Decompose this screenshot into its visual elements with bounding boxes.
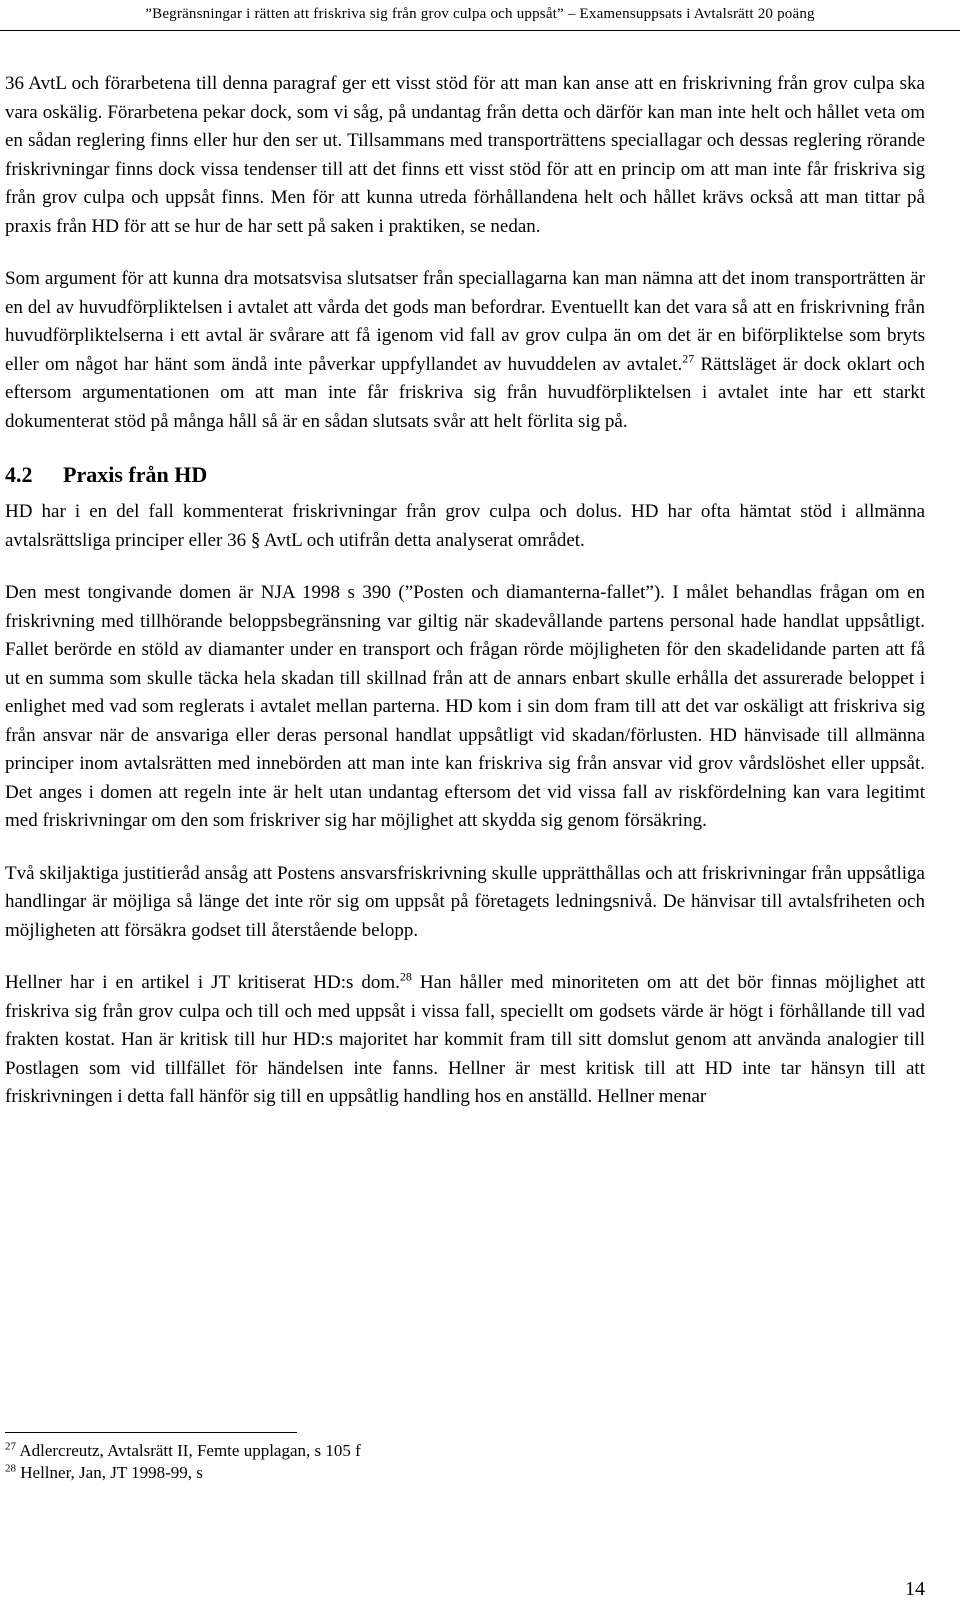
paragraph-6-text-b: Han håller med minoriteten om att det bör finnas möjlighet att friskriva sig från grov culpa och till och med uppsåt i vissa fall, speciellt om godsets värde är högt i förhållande till vad frakten kostat. Han är kritisk till hur HD:s majoritet har kommit fram till sitt domslut genom att använda analogier till Postlagen som vid tillfället för händelsen inte fanns. Hellner är mest kritisk till att HD inte tar hänsyn till att friskrivningen i detta fall hänför sig till en uppsåtlig handling hos en anställd. Hellner menar — [5, 972, 925, 1107]
footnote-text: Adlercreutz, Avtalsrätt II, Femte upplagan, s 105 f — [19, 1441, 361, 1460]
footnote-number: 28 — [5, 1462, 16, 1475]
paragraph-4: Den mest tongivande domen är NJA 1998 s 390 (”Posten och diamanterna-fallet”). I målet behandlas frågan om en friskrivning med tillhörande beloppsbegränsning var giltig när skadevållande partens personal hade handlat uppsåtligt. Fallet berörde en stöld av diamanter under en transport och frågan rörde möjligheten för den skadelidande parten att få ut en summa som skulle täcka hela skadan till skillnad från att de annars enbart skulle erhålla det assurerade beloppet i enlighet med vad som reglerats i avtalet mellan parterna. HD kom i sin dom fram till att det var oskäligt att friskriva sig från ansvar när de ansvariga eller deras personal handlat uppsåtligt vid skadan/förlusten. HD hänvisade till allmänna principer inom avtalsrätten med innebörden att man inte kan friskriva sig från ansvar vid grov vårdslöshet eller uppsåt. Det anges i domen att regeln inte är helt utan undantag eftersom det vid vissa fall av riskfördelning kan vara legitimt med friskrivningar om den som friskriver sig har möjlighet att skydda sig genom försäkring. — [5, 582, 925, 831]
paragraph-3: HD har i en del fall kommenterat friskrivningar från grov culpa och dolus. HD har ofta hämtat stöd i allmänna avtalsrättsliga principer eller 36 § AvtL och utifrån detta analyserat området. — [5, 501, 925, 551]
paragraph-1: 36 AvtL och förarbetena till denna paragraf ger ett visst stöd för att man kan anse att en friskrivning från grov culpa ska vara oskälig. Förarbetena pekar dock, som vi såg, på undantag från detta och därför kan man inte helt och hållet veta om en sådan reglering finns eller hur den ser ut. Tillsammans med transporträttens speciallagar och dessas reglering rörande friskrivningar finns dock vissa tendenser till att det finns ett visst stöd för att en princip om att man inte får friskriva sig från grov culpa och uppsåt finns. Men för att kunna utreda förhållandena helt och hållet krävs också att man tittar på praxis från HD för att se hur de har sett på saken i praktiken, se nedan. — [5, 73, 925, 237]
footnotes — [5, 1440, 905, 1484]
running-header: ”Begränsningar i rätten att friskriva sig från grov culpa och uppsåt” – Examensuppsats i Avtalsrätt 20 poäng — [145, 6, 815, 22]
paragraph-2-text-a: Som argument för att kunna dra motsatsvisa slutsatser från speciallagarna kan man nämna att det inom transporträtten är en del av huvudförpliktelsen i avtalet att vårda det gods man befordrar. Eventuellt kan det vara så att en friskrivning från huvudförpliktelserna i ett avtal är svårare att få igenom vid fall av grov culpa än om det är en biförpliktelse som bryts eller om något har hänt som ändå inte påverkar uppfyllandet av huvuddelen av avtalet. — [5, 268, 925, 375]
page-body — [5, 70, 925, 1136]
section-title: Praxis från HD — [63, 462, 208, 487]
paragraph-5: Två skiljaktiga justitieråd ansåg att Postens ansvarsfriskrivning skulle upprätthållas och att friskrivningar från uppsåtliga handlingar är möjliga så länge det inte rör sig om uppsåt på företagets ledningsnivå. De hänvisar till avtalsfriheten och möjligheten att försäkra godset till återstående belopp. — [5, 862, 925, 941]
footnote-number: 27 — [5, 1440, 16, 1453]
page-number: 14 — [905, 1578, 925, 1600]
paragraph-6 — [5, 969, 925, 1112]
footnote-28 — [5, 1462, 905, 1484]
footnote-divider — [5, 1432, 297, 1433]
footnote-ref-28[interactable]: 28 — [399, 969, 412, 984]
paragraph-6-text-a: Hellner har i en artikel i JT kritiserat HD:s dom. — [5, 972, 400, 993]
section-heading — [5, 460, 925, 490]
paragraph-2 — [5, 265, 925, 436]
footnote-27 — [5, 1440, 905, 1462]
footnote-ref-27[interactable]: 27 — [682, 351, 695, 366]
header-divider — [0, 30, 960, 31]
footnote-text: Hellner, Jan, JT 1998-99, s — [20, 1463, 203, 1482]
paragraph-2-text-b: Rättsläget är dock oklart och eftersom argumentationen om att man inte får friskriva sig från huvudförpliktelsen i avtalet inte har ett starkt dokumenterat stöd på många håll så är en sådan slutsats svår att helt förlita sig på. — [5, 353, 926, 432]
section-number: 4.2 — [5, 462, 33, 487]
